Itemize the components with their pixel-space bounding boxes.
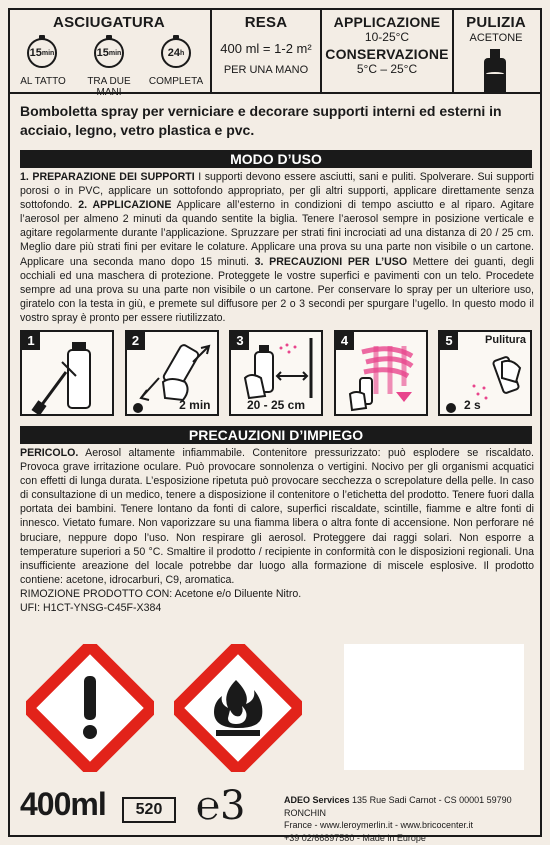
asciugatura-cell (8, 8, 212, 98)
applicazione-range: 10-25°C (364, 30, 410, 44)
pulizia-title: PULIZIA (466, 14, 526, 31)
step-duration: 2 s (464, 398, 481, 412)
ufi-code: UFI: H1CT-YNSG-C45F-X384 (20, 602, 162, 615)
clock-value: 24 (167, 47, 180, 59)
clock-label: AL TATTO (20, 76, 66, 87)
modo-uso-text (20, 170, 534, 325)
modo-uso-heading: MODO D’USO (20, 150, 532, 168)
instruction-pictograms (20, 330, 532, 416)
clock-unit: min (41, 49, 55, 57)
precauzioni-text (20, 446, 534, 615)
step2-title: 2. APPLICAZIONE (78, 199, 172, 212)
step1-text: I supporti devono essere asciutti, sani e puliti. Spolverare. Sui supporti porosi o in PVC, applicare un sottofondo appropriato, per gli altri supporti, applicare direttamente senza sottofondo. (20, 171, 534, 212)
clock-unit: h (179, 49, 185, 57)
step-title: Pulitura (485, 334, 526, 346)
step4-pictogram (334, 330, 428, 416)
bottle-icon (484, 58, 506, 92)
step1-pictogram (20, 330, 114, 416)
address-line3: +39 02/66897580 - Made in Europe (284, 832, 426, 843)
resa-cell (212, 8, 322, 92)
step-number: 5 (440, 332, 458, 350)
clock-label: COMPLETA (148, 76, 204, 87)
hazard-statements: Aerosol altamente infiammabile. Contenitore pressurizzato: può esplodere se riscaldato. Provoca grave irritazione oculare. Può provocare sonnolenza o vertigini. Nocivo per gli organismi acquatici con effetti di lunga durata. L’esposizione ripetuta può provocare secchezza o screpolature della pelle. In caso di consultazione di un medico, tenere a disposizione il contenitore o l’etichetta del prodotto. Tenere fuori dalla portata dei bambini. Tenere lontano da fonti di calore, superfici riscaldate, scintille, fiamme e altre fonti di innesco. Vietato fumare. Non vaporizzare su una fiamma libera o altra fonte di accensione. Non perforare né bruciare, neppure dopo l’uso. Non respirare gli aerosol. Proteggere dai raggi solari. Non esporre a temperature superiori a 50 °C. Smaltire il prodotto / recipiente in conformità con le disposizioni regionali. Una insufficiente areazione del locale potrebbe dar luogo alla formazione di miscele esplosive. Il prodotto contiene: acetone, idrocarburi, C9, aromatica. (20, 447, 534, 586)
pulizia-value: ACETONE (469, 32, 523, 44)
step2-text: Applicare all’esterno in condizioni di tempo asciutto e al riparo. Agitare l’aerosol per almeno 2 minuti da quando sentite la biglia. Tenere l’aerosol sempre in posizione verticale e agitare regolarmente durante l’applicazione. Spruzzare per strati fini incrociati ad una distanza di 20 / 25 cm. Meglio dare più strati fini per evitare le colature. Applicare una prova su una parte non visibile o un cartone. Applicare una seconda mano dopo 15 minuti. (20, 199, 534, 268)
resa-note: PER UNA MANO (223, 64, 309, 76)
asciugatura-title: ASCIUGATURA (53, 14, 165, 31)
manufacturer-address (284, 794, 534, 844)
step5-pictogram (438, 330, 532, 416)
address-line2: France - www.leroymerlin.it - www.bricocenter.it (284, 820, 474, 830)
precauzioni-heading: PRECAUZIONI D’IMPIEGO (20, 426, 532, 444)
step-number: 3 (231, 332, 249, 350)
step2-pictogram (125, 330, 219, 416)
danger-word: PERICOLO. (20, 447, 79, 459)
resa-title: RESA (244, 14, 288, 31)
ghs-flame-icon (174, 644, 302, 772)
conservazione-title: CONSERVAZIONE (325, 46, 449, 62)
resa-value: 400 ml = 1-2 m² (220, 41, 312, 56)
step3-title: 3. PRECAUZIONI PER L’USO (254, 255, 408, 268)
clock-icon (161, 38, 191, 68)
pulizia-cell (454, 8, 538, 92)
clock-icon (94, 38, 124, 68)
ghs-exclamation-icon (26, 644, 154, 772)
step1-title: 1. PREPARAZIONE DEI SUPPORTI (20, 171, 195, 183)
clock-label: TRA DUE MANI (87, 76, 131, 98)
clock-value: 15 (96, 47, 109, 59)
header-table (8, 8, 542, 98)
product-description: Bomboletta spray per verniciare e decorare supporti interni ed esterni in acciaio, legno, vetro plastica e pvc. (20, 103, 502, 138)
applicazione-cell (322, 8, 454, 92)
clock-unit: min (108, 49, 122, 57)
step3-text: Mettere dei guanti, degli occhiali ed una maschera di protezione. Proteggete le vostre superfici e pavimenti con un telo. Procedete sempre ad una prova su una parte non visibile o un cartone. Per conservare lo spray per un ulteriore uso, giratelo con la testa in giù, e premete sul diffusore per 2 o 3 secondi per spurgare l’ugello. In questo modo il vostro spray è pronto per essere riutilizzato. (20, 255, 534, 324)
address-line1: 135 Rue Sadi Carnot - CS 00001 59790 RONCHIN (284, 795, 512, 818)
step-distance: 20 - 25 cm (246, 398, 306, 412)
conservazione-range: 5°C – 25°C (356, 62, 418, 76)
clock-icon (27, 38, 57, 68)
step-number: 4 (336, 332, 354, 350)
applicazione-title: APPLICAZIONE (333, 14, 441, 30)
step-duration: 2 min (179, 398, 211, 412)
volume: 400ml (20, 786, 106, 822)
step-number: 2 (127, 332, 145, 350)
step-number: 1 (22, 332, 40, 350)
blank-label-area (344, 644, 524, 770)
product-code: 520 (122, 797, 176, 823)
step3-pictogram (229, 330, 323, 416)
estimated-sign: ℮3 (196, 783, 246, 829)
removal-instructions: RIMOZIONE PRODOTTO CON: Acetone e/o Diluente Nitro. (20, 587, 302, 600)
company-name: ADEO Services (284, 795, 350, 805)
clock-value: 15 (29, 47, 42, 59)
